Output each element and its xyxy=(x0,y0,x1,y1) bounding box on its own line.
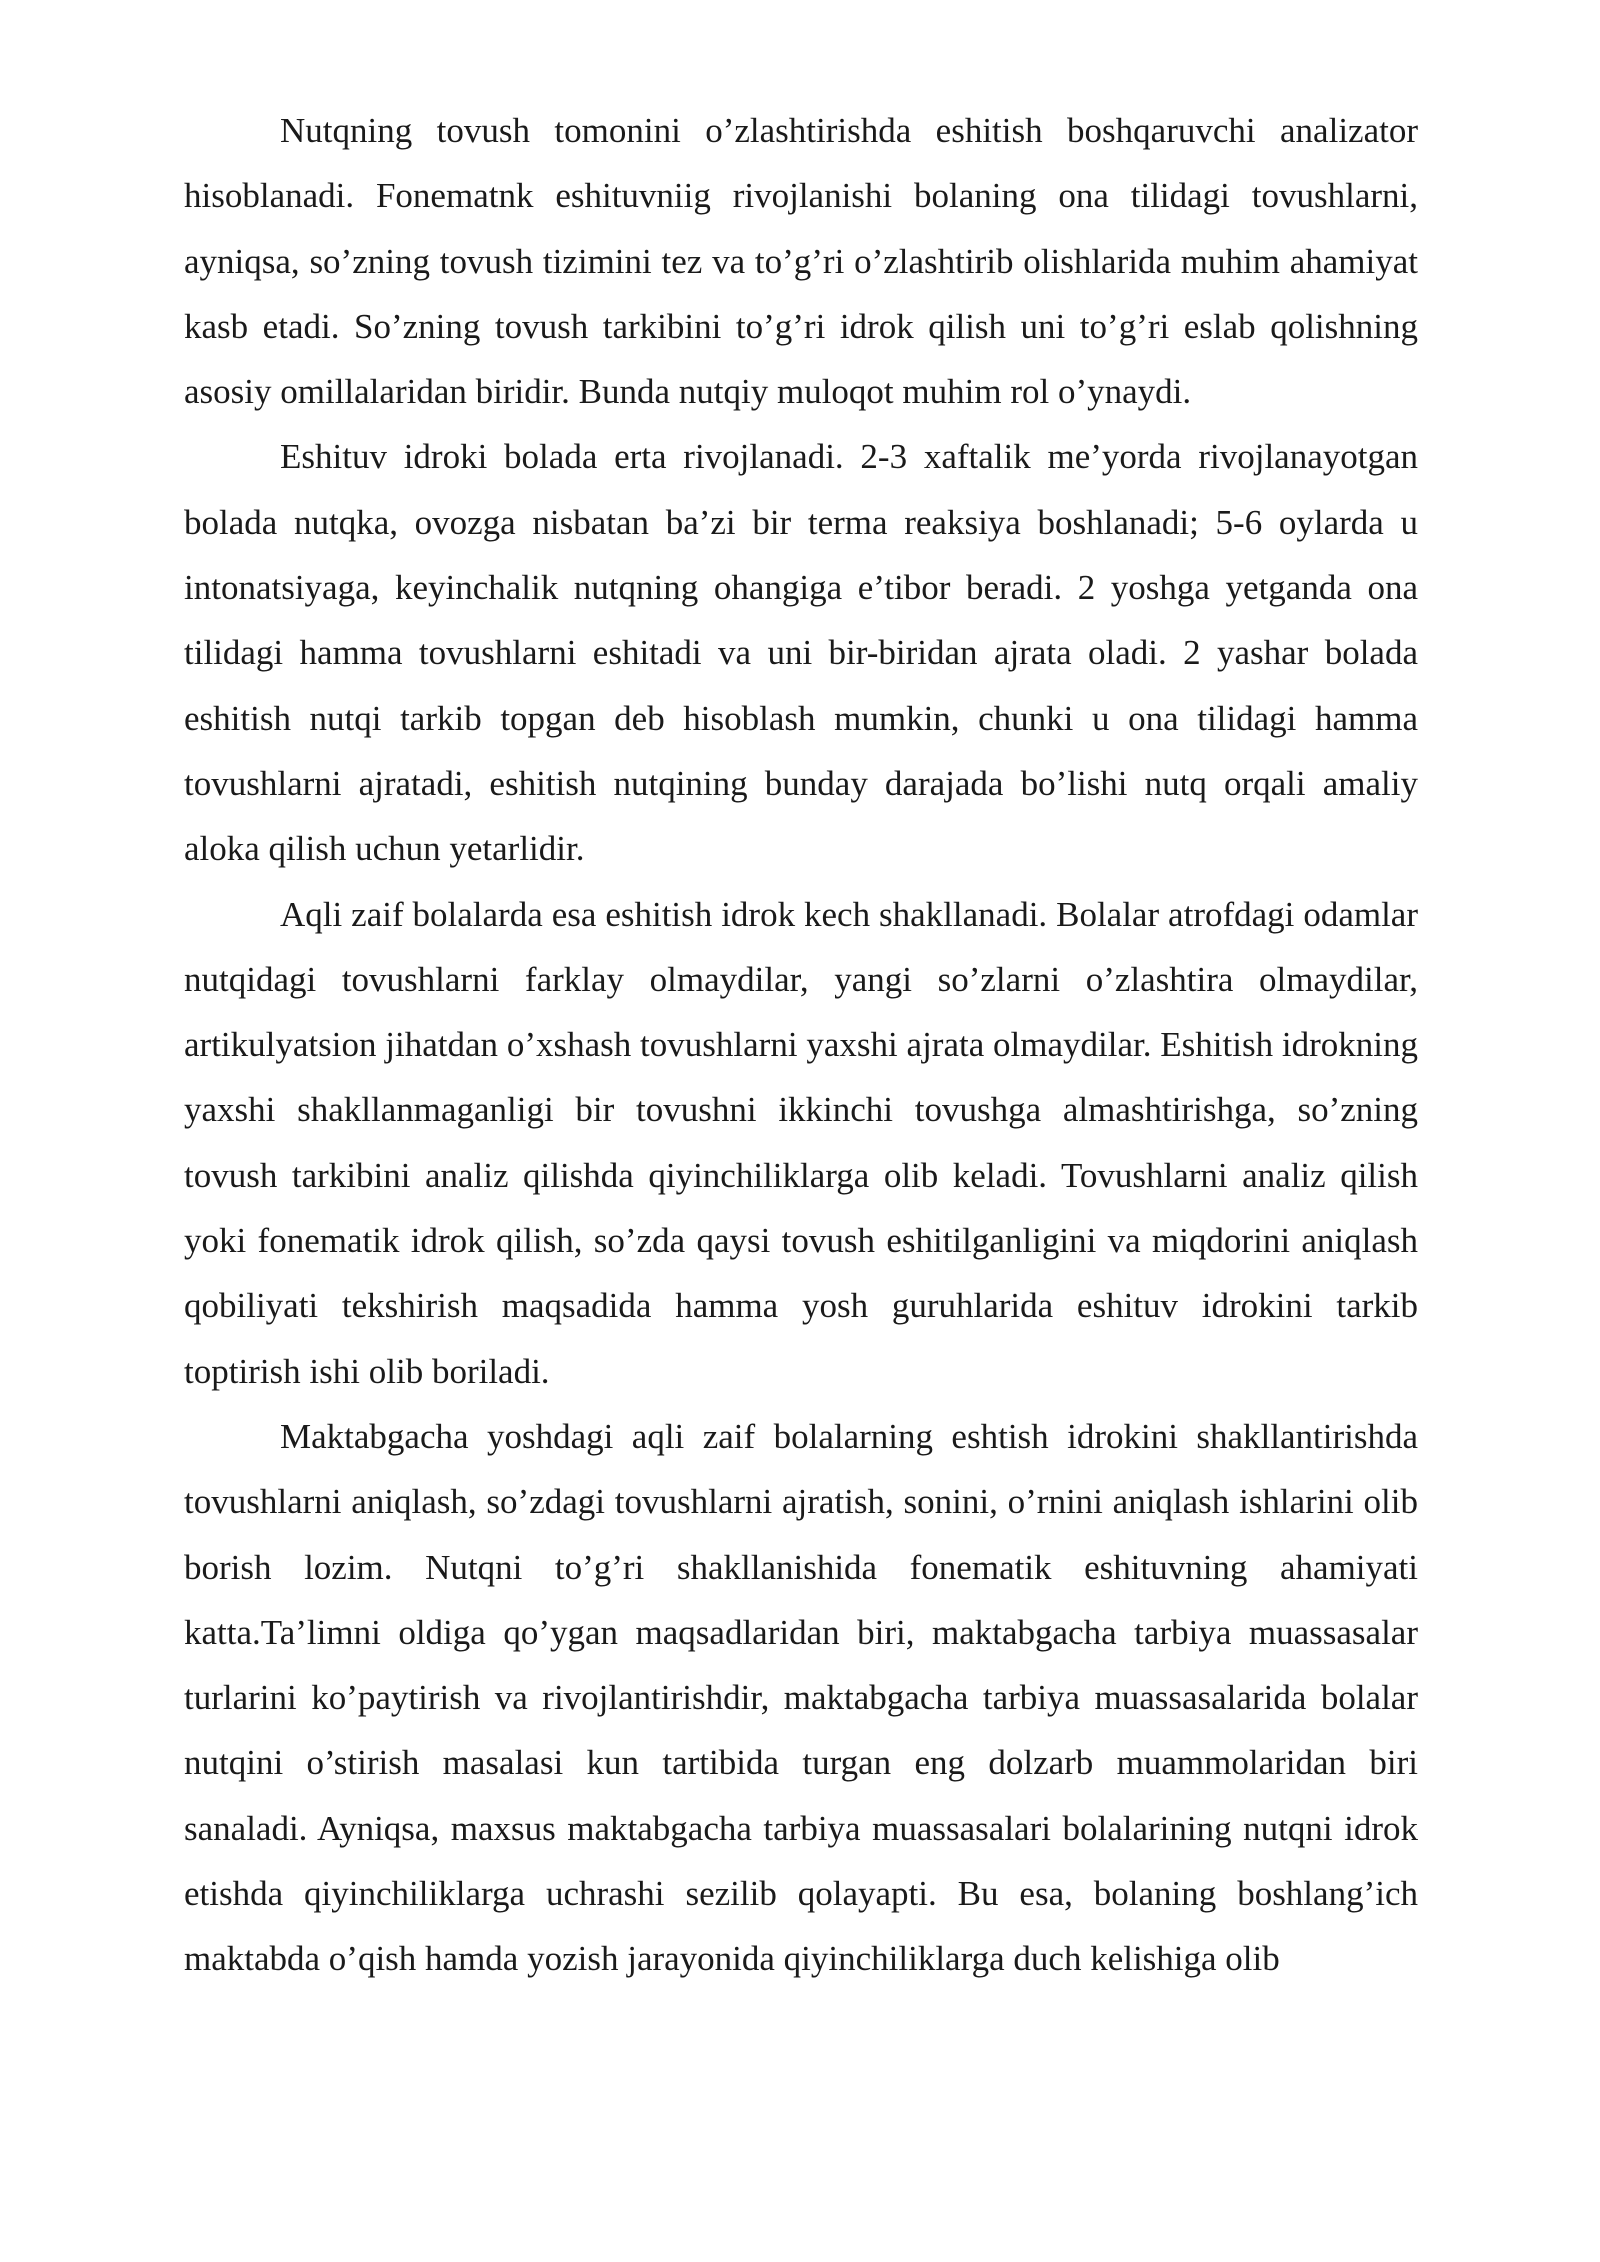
paragraph-4: Maktabgacha yoshdagi aqli zaif bolalarning eshtish idrokini shakllantirishda tovushlarni aniqlash, so’zdagi tovushlarni ajratish, sonini, o’rnini aniqlash ishlarini olib borish lozim. Nutqni to’g’ri shakllanishida fonematik eshituvning ahamiyati katta.Ta’limni oldiga qo’ygan maqsadlaridan biri, maktabgacha tarbiya muassasalar turlarini ko’paytirish va rivojlantirishdir, maktabgacha tarbiya muassasalarida bolalar nutqini o’stirish masalasi kun tartibida turgan eng dolzarb muammolaridan biri sanaladi. Ayniqsa, maxsus maktabgacha tarbiya muassasalari bolalarining nutqni idrok etishda qiyinchiliklarga uchrashi sezilib qolayapti. Bu esa, bolaning boshlang’ich maktabda o’qish hamda yozish jarayonida qiyinchiliklarga duch kelishiga olib xyxy=(184,1416,1418,1979)
paragraph-1: Nutqning tovush tomonini o’zlashtirishda eshitish boshqaruvchi analizator hisoblanadi. Fonematnk eshituvniig rivojlanishi bolaning ona tilidagi tovushlarni, ayniqsa, so’zning tovush tizimini tez va to’g’ri o’zlashtirib olishlarida muhim ahamiyat kasb etadi. So’zning tovush tarkibini to’g’ri idrok qilish uni to’g’ri eslab qolishning asosiy omillalaridan biridir. Bunda nutqiy muloqot muhim rol o’ynaydi. xyxy=(184,111,1418,412)
body-text xyxy=(184,98,1418,1992)
paragraph-3: Aqli zaif bolalarda esa eshitish idrok kech shakllanadi. Bolalar atrofdagi odamlar nutqidagi tovushlarni farklay olmaydilar, yangi so’zlarni o’zlashtira olmaydilar, artikulyatsion jihatdan o’xshash tovushlarni yaxshi ajrata olmaydilar. Eshitish idrokning yaxshi shakllanmaganligi bir tovushni ikkinchi tovushga almashtirishga, so’zning tovush tarkibini analiz qilishda qiyinchiliklarga olib keladi. Tovushlarni analiz qilish yoki fonematik idrok qilish, so’zda qaysi tovush eshitilganligini va miqdorini aniqlash qobiliyati tekshirish maqsadida hamma yosh guruhlarida eshituv idrokini tarkib toptirish ishi olib boriladi. xyxy=(184,894,1418,1391)
paragraph-2: Eshituv idroki bolada erta rivojlanadi. 2-3 xaftalik me’yorda rivojlanayotgan bolada nutqka, ovozga nisbatan ba’zi bir terma reaksiya boshlanadi; 5-6 oylarda u intonatsiyaga, keyinchalik nutqning ohangiga e’tibor beradi. 2 yoshga yetganda ona tilidagi hamma tovushlarni eshitadi va uni bir-biridan ajrata oladi. 2 yashar bolada eshitish nutqi tarkib topgan deb hisoblash mumkin, chunki u ona tilidagi hamma tovushlarni ajratadi, eshitish nutqining bunday darajada bo’lishi nutq orqali amaliy aloka qilish uchun yetarlidir. xyxy=(184,437,1418,869)
